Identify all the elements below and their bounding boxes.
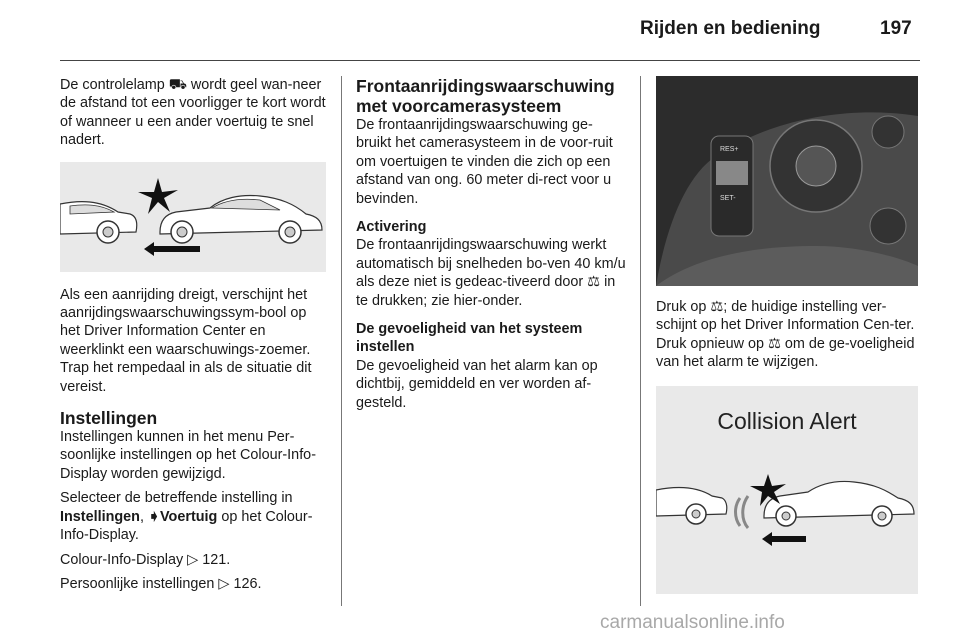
display-title: Collision Alert <box>717 407 857 434</box>
arrow-icon: ➧ <box>147 508 161 525</box>
header-rule <box>60 60 920 61</box>
personal-settings-ref: Persoonlijke instellingen ▷ 126. <box>60 575 262 592</box>
press-button-paragraph: Druk op ⚖; de huidige instelling ver-schijnt op het Driver Information Cen-ter. Druk opnieuw op ⚖ om de ge-voeligheid van het alarm te wijzigen. <box>656 299 915 371</box>
voertuig-menu-ref: Voertuig <box>160 508 218 525</box>
colour-info-display-ref: Colour-Info-Display ▷ 121. <box>60 551 231 568</box>
sensitivity-paragraph: De gevoeligheid van het alarm kan op dichtbij, gemiddeld en ver worden af-gesteld. <box>356 357 598 411</box>
collision-illustration <box>60 162 326 272</box>
collision-cars-figure <box>60 162 326 272</box>
select-setting-post: op het Colour-Info-Display. <box>60 508 313 544</box>
column-divider-2 <box>640 76 641 606</box>
column-2 <box>356 76 626 412</box>
steering-wheel-photo <box>656 76 918 286</box>
page-number: 197 <box>880 18 912 39</box>
subheading-gevoeligheid: De gevoeligheid van het systeem instellen <box>356 321 583 356</box>
section-heading-frontaanrijding: Frontaanrijdingswaarschuwing met voorcamerasysteem <box>356 76 615 116</box>
menu-separator: , <box>139 508 148 525</box>
settings-paragraph: Instellingen kunnen in het menu Per-soonlijke instellingen op het Colour-Info-Display worden gewijzigd. <box>60 429 316 482</box>
warning-paragraph: Als een aanrijding dreigt, verschijnt het aanrijdingswaarschuwingssym-bool op het Driver Information Center en weerklinkt een waarschuwings-zoemer. Trap het rempedaal in als de situatie dit vereist. <box>60 286 312 395</box>
collision-alert-figure <box>656 386 918 594</box>
subheading-activering: Activering <box>356 219 427 236</box>
intro-paragraph: De controlelamp ⛟ wordt geel wan-neer de afstand tot een voorligger te kort wordt of wanneer u een ander voertuig te snel nadert. <box>60 77 326 149</box>
steering-wheel-controls-figure <box>656 76 918 286</box>
watermark: carmanualsonline.info <box>600 612 785 633</box>
select-setting-paragraph <box>60 489 326 544</box>
column-1 <box>60 76 326 593</box>
collision-alert-display <box>656 386 918 594</box>
set-label: SET- <box>720 195 736 202</box>
page-header-title: Rijden en bediening <box>640 18 821 39</box>
column-divider-1 <box>341 76 342 606</box>
res-label: RES+ <box>720 146 739 153</box>
select-setting-pre: Selecteer de betreffende instelling in <box>60 490 293 507</box>
instellingen-menu-ref: Instellingen <box>60 508 140 525</box>
activation-paragraph: De frontaanrijdingswaarschuwing werkt automatisch bij snelheden bo-ven 40 km/u als deze niet is gedeac-tiveerd door ⚖ in te drukken; zie hier-onder. <box>356 237 626 309</box>
section-heading-instellingen: Instellingen <box>60 408 158 429</box>
camera-system-paragraph: De frontaanrijdingswaarschuwing ge-bruikt het camerasysteem in de voor-ruit om voertuigen te vinden die zich op een afstand van ong. 60 meter di-rect voor u bevinden. <box>356 117 613 207</box>
column-3 <box>656 76 922 594</box>
